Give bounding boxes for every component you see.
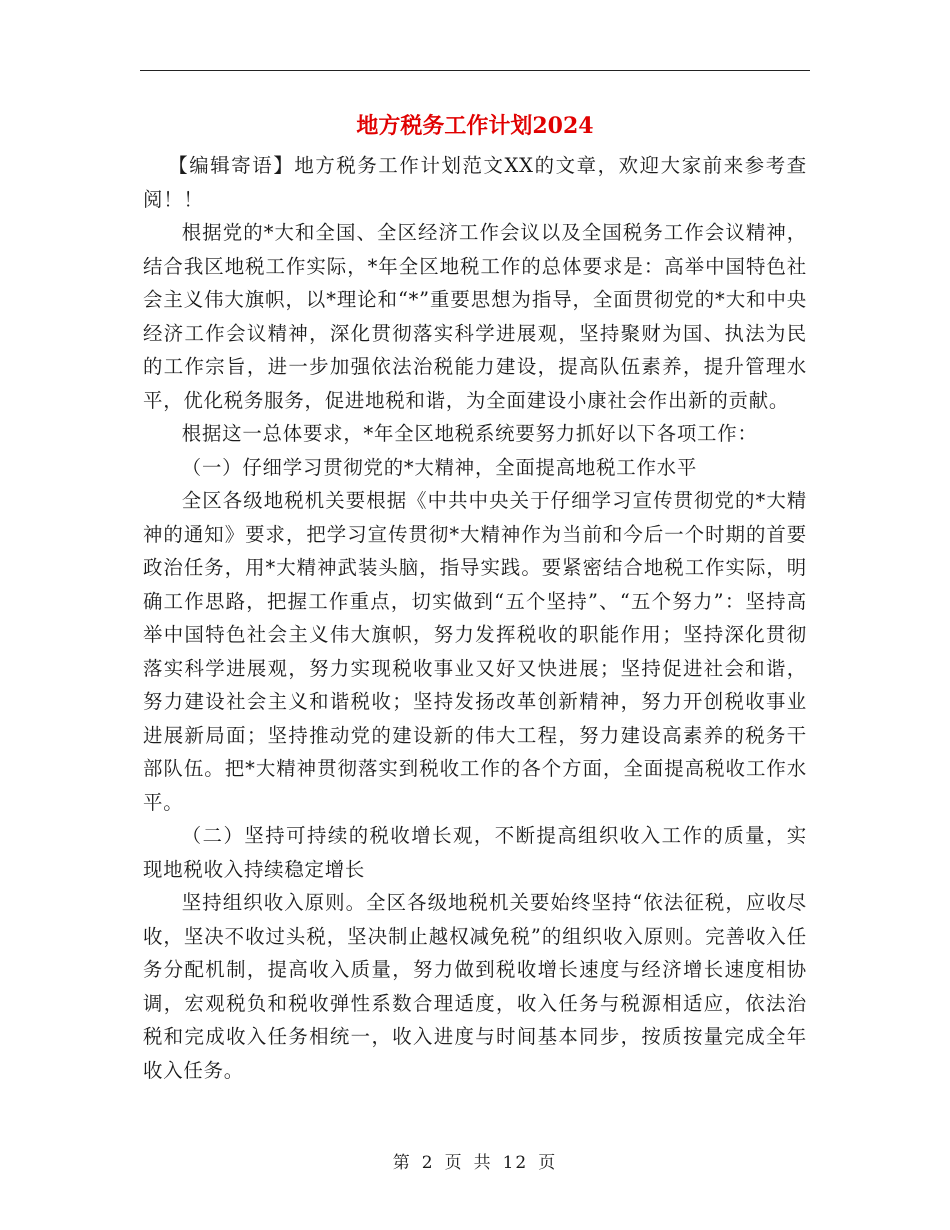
total-pages-number: 12 — [502, 1153, 529, 1173]
body-paragraph: 根据党的*大和全国、全区经济工作会议以及全国税务工作会议精神，结合我区地税工作实际，*年全区地税工作的总体要求是：高举中国特色社会主义伟大旗帜，以*理论和“*”重要思想为指导，全面贯彻党的*大和中央经济工作会议精神，深化贯彻落实科学进展观，坚持聚财为国、执法为民的工作宗旨，进一步加强依法治税能力建设，提高队伍素养，提升管理水平，优化税务服务，促进地税和谐，为全面建设小康社会作出新的贡献。 — [143, 221, 807, 412]
footer-total-prefix: 共 — [473, 1153, 493, 1173]
body-paragraph: 全区各级地税机关要根据《中共中央关于仔细学习宣传贯彻党的*大精神的通知》要求，把学习宣传贯彻*大精神作为当前和今后一个时期的首要政治任务，用*大精神武装头脑，指导实践。要紧密结合地税工作实际，明确工作思路，把握工作重点，切实做到“五个坚持”、“五个努力”：坚持高举中国特色社会主义伟大旗帜，努力发挥税收的职能作用；坚持深化贯彻落实科学进展观，努力实现税收事业又好又快进展；坚持促进社会和谐，努力建设社会主义和谐税收；坚持发扬改革创新精神，努力开创税收事业进展新局面；坚持推动党的建设新的伟大工程，努力建设高素养的税务干部队伍。把*大精神贯彻落实到税收工作的各个方面，全面提高税收工作水平。 — [143, 489, 807, 814]
page-footer — [0, 1151, 950, 1175]
footer-suffix: 页 — [538, 1153, 558, 1173]
header-rule — [140, 70, 810, 71]
editor-note-paragraph: 【编辑寄语】地方税务工作计划范文XX的文章，欢迎大家前来参考查阅！！ — [143, 154, 807, 211]
footer-page-word: 页 — [444, 1153, 464, 1173]
section-heading: （一）仔细学习贯彻党的*大精神，全面提高地税工作水平 — [181, 455, 698, 479]
body-paragraph: 坚持组织收入原则。全区各级地税机关要始终坚持“依法征税，应收尽收，坚决不收过头税，坚决制止越权减免税”的组织收入原则。完善收入任务分配机制，提高收入质量，努力做到税收增长速度与经济增长速度相协调，宏观税负和税收弹性系数合理适度，收入任务与税源相适应，依法治税和完成收入任务相统一，收入进度与时间基本同步，按质按量完成全年收入任务。 — [143, 891, 807, 1082]
section-heading: （二）坚持可持续的税收增长观，不断提高组织收入工作的质量，实现地税收入持续稳定增长 — [143, 824, 807, 881]
document-body — [143, 107, 807, 1087]
footer-prefix: 第 — [392, 1153, 412, 1173]
current-page-number: 2 — [421, 1153, 435, 1173]
body-paragraph: 根据这一总体要求，*年全区地税系统要努力抓好以下各项工作： — [181, 422, 758, 445]
document-title: 地方税务工作计划2024 — [356, 113, 594, 139]
